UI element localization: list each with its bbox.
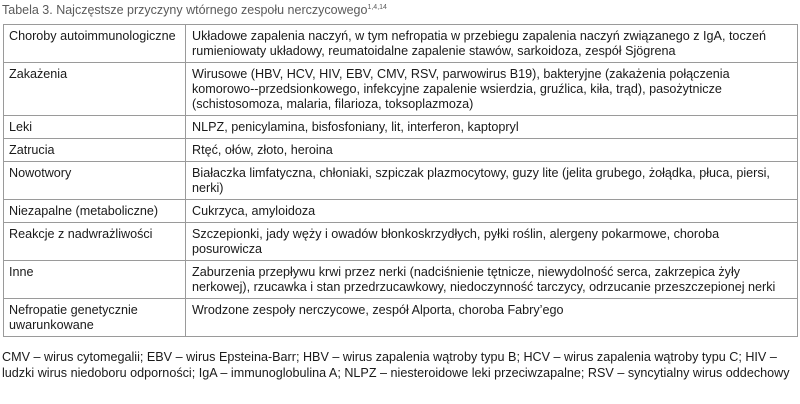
abbreviations-footnote: CMV – wirus cytomegalii; EBV – wirus Epsteina-Barr; HBV – wirus zapalenia wątroby typu B; HCV – wirus zapalenia wątroby typu C; HIV – ludzki wirus niedoboru odporności; IgA – immunoglobulina A; NLPZ – niesteroidowe leki przeciwzapalne; RSV – syncytialny wirus oddechowy <box>2 350 790 380</box>
caption-references: 1,4,14 <box>367 3 387 11</box>
category-cell: Nowotwory <box>4 162 186 200</box>
category-cell: Reakcje z nadwrażliwości <box>4 223 186 261</box>
causes-cell: Szczepionki, jady węży i owadów błonkoskrzydłych, pyłki roślin, alergeny pokarmowe, choroba posurowicza <box>186 223 798 261</box>
table-row <box>4 261 798 299</box>
table-row <box>4 139 798 162</box>
causes-cell: Cukrzyca, amyloidoza <box>186 200 798 223</box>
category-cell: Zakażenia <box>4 63 186 116</box>
causes-cell: Rtęć, ołów, złoto, heroina <box>186 139 798 162</box>
caption-text: Tabela 3. Najczęstsze przyczyny wtórnego zespołu nerczycowego <box>2 3 368 17</box>
causes-cell: Białaczka limfatyczna, chłoniaki, szpiczak plazmocytowy, guzy lite (jelita grubego, żołądka, płuca, piersi, nerki) <box>186 162 798 200</box>
category-cell: Zatrucia <box>4 139 186 162</box>
category-cell: Nefropatie genetycznie uwarunkowane <box>4 299 186 337</box>
causes-cell: Wirusowe (HBV, HCV, HIV, EBV, CMV, RSV, parwowirus B19), bakteryjne (zakażenia połączenia komorowo--przedsionkowego, infekcyjne zapalenie wsierdzia, gruźlica, kiła, trąd), pasożytnicze (schistosomoza, malaria, filarioza, toksoplazmoza) <box>186 63 798 116</box>
causes-table-body <box>4 25 798 337</box>
causes-cell: Wrodzone zespoły nerczycowe, zespół Alporta, choroba Fabry’ego <box>186 299 798 337</box>
causes-table <box>3 24 798 337</box>
table-row <box>4 63 798 116</box>
table-row <box>4 299 798 337</box>
category-cell: Choroby autoimmunologiczne <box>4 25 186 63</box>
category-cell: Niezapalne (metaboliczne) <box>4 200 186 223</box>
table-row <box>4 200 798 223</box>
table-caption <box>2 3 387 17</box>
table-row <box>4 162 798 200</box>
table-row <box>4 223 798 261</box>
causes-cell: NLPZ, penicylamina, bisfosfoniany, lit, interferon, kaptopryl <box>186 116 798 139</box>
table-row <box>4 25 798 63</box>
category-cell: Inne <box>4 261 186 299</box>
category-cell: Leki <box>4 116 186 139</box>
table-row <box>4 116 798 139</box>
causes-cell: Układowe zapalenia naczyń, w tym nefropatia w przebiegu zapalenia naczyń związanego z IgA, toczeń rumieniowaty układowy, reumatoidalne zapalenie stawów, sarkoidoza, zespół Sjögrena <box>186 25 798 63</box>
causes-cell: Zaburzenia przepływu krwi przez nerki (nadciśnienie tętnicze, niewydolność serca, zakrzepica żyły nerkowej), rzucawka i stan przedrzucawkowy, niedoczynność tarczycy, odrzucanie przeszczepionej nerki <box>186 261 798 299</box>
